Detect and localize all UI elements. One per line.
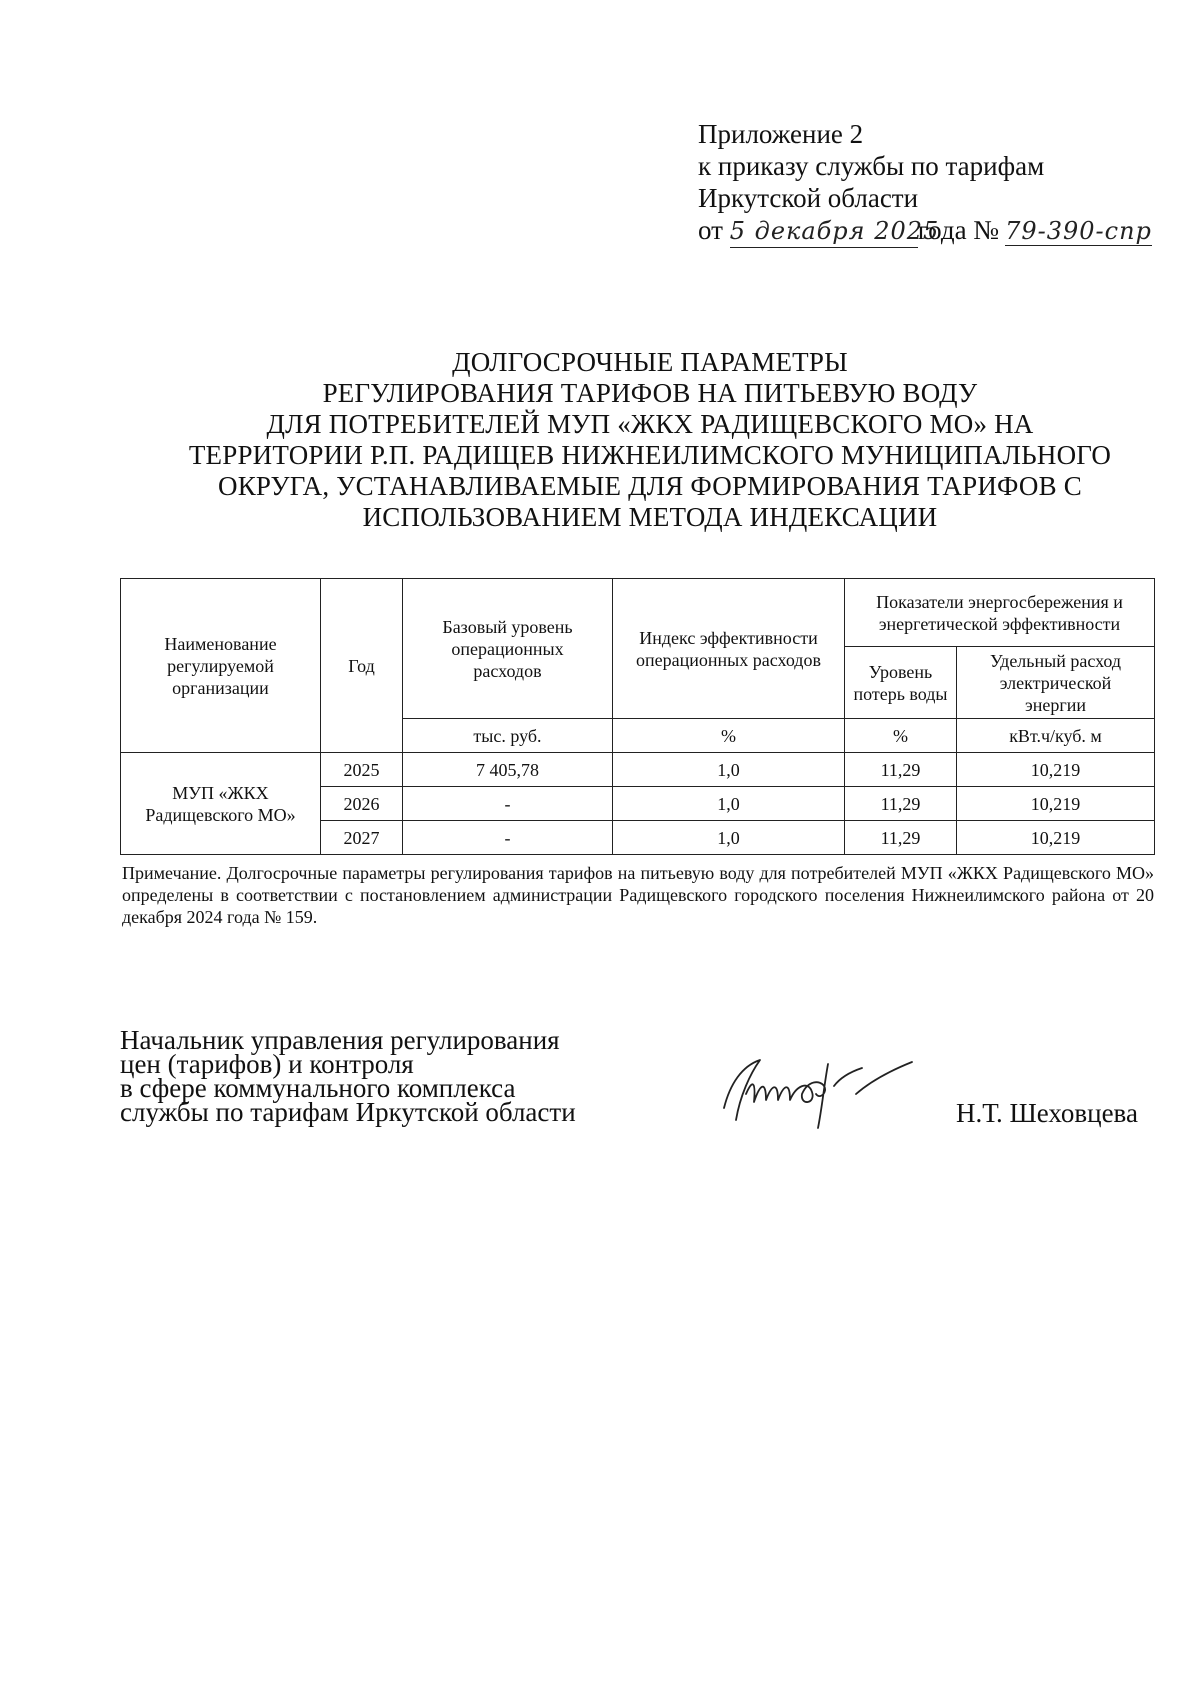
unit-efficiency-index: % [613,719,845,753]
handwritten-number [999,215,1195,247]
annex-date-line [698,214,1195,248]
row-specific-consumption: 10,219 [957,787,1155,821]
row-efficiency-index: 1,0 [613,753,845,787]
row-specific-consumption: 10,219 [957,753,1155,787]
row-water-losses: 11,29 [845,821,957,855]
title-line-4: ТЕРРИТОРИИ Р.П. РАДИЩЕВ НИЖНЕИЛИМСКОГО МУНИЦИПАЛЬНОГО [188,440,1112,470]
header-efficiency-index: Индекс эффективности операционных расходов [613,579,845,719]
row-base-level: 7 405,78 [403,753,613,787]
unit-base-level: тыс. руб. [403,719,613,753]
header-energy-group: Показатели энергосбережения и энергетической эффективности [845,579,1155,647]
annex-year-word: года № [917,215,1000,245]
document-title [150,347,1150,533]
table-row [121,753,1155,787]
header-organization: Наименование регулируемой организации [121,579,321,753]
row-efficiency-index: 1,0 [613,787,845,821]
signatory-title-line-3: в сфере коммунального комплекса [120,1073,516,1103]
signatory-title [120,1025,576,1127]
row-water-losses: 11,29 [845,787,957,821]
handwritten-date: 5 декабря 2025 [730,215,918,248]
header-year: Год [321,579,403,753]
handwritten-signature [716,1050,936,1130]
title-line-1: ДОЛГОСРОЧНЫЕ ПАРАМЕТРЫ [452,347,848,377]
row-year: 2027 [321,821,403,855]
row-specific-consumption: 10,219 [957,821,1155,855]
signatory-title-line-1: Начальник управления регулирования [120,1025,560,1055]
title-line-5: ОКРУГА, УСТАНАВЛИВАЕМЫЕ ДЛЯ ФОРМИРОВАНИЯ ТАРИФОВ С [218,471,1082,501]
row-base-level: - [403,821,613,855]
organization-name: МУП «ЖКХ Радищевского МО» [121,753,321,855]
signatory-title-line-2: цен (тарифов) и контроля [120,1049,414,1079]
annex-from-prefix: от [698,215,723,245]
row-water-losses: 11,29 [845,753,957,787]
parameters-table [120,578,1155,855]
header-water-losses: Уровень потерь воды [845,647,957,719]
row-year: 2025 [321,753,403,787]
row-base-level: - [403,787,613,821]
annex-line-2: к приказу службы по тарифам [698,151,1045,181]
row-year: 2026 [321,787,403,821]
handwritten-number-text: 79-390-спр [1005,217,1152,245]
row-efficiency-index: 1,0 [613,821,845,855]
annex-line-3: Иркутской области [698,183,919,213]
title-line-2: РЕГУЛИРОВАНИЯ ТАРИФОВ НА ПИТЬЕВУЮ ВОДУ [322,378,978,408]
unit-water-losses: % [845,719,957,753]
unit-specific-consumption: кВт.ч/куб. м [957,719,1155,753]
title-line-6: ИСПОЛЬЗОВАНИЕМ МЕТОДА ИНДЕКСАЦИИ [362,502,938,532]
header-base-level: Базовый уровень операционных расходов [403,579,613,719]
title-line-3: ДЛЯ ПОТРЕБИТЕЛЕЙ МУП «ЖКХ РАДИЩЕВСКОГО МО» НА [266,409,1034,439]
annex-header [698,118,1195,248]
header-specific-consumption: Удельный расход электрической энергии [957,647,1155,719]
signatory-name: Н.Т. Шеховцева [956,1098,1138,1128]
signatory-title-line-4: службы по тарифам Иркутской области [120,1097,576,1127]
table-note: Примечание. Долгосрочные параметры регулирования тарифов на питьевую воду для потребителей МУП «ЖКХ Радищевского МО» определены в соответствии с постановлением администрации Радищевского городского поселения Нижнеилимского района от 20 декабря 2024 года № 159. [122,863,1154,927]
annex-line-1: Приложение 2 [698,119,864,149]
